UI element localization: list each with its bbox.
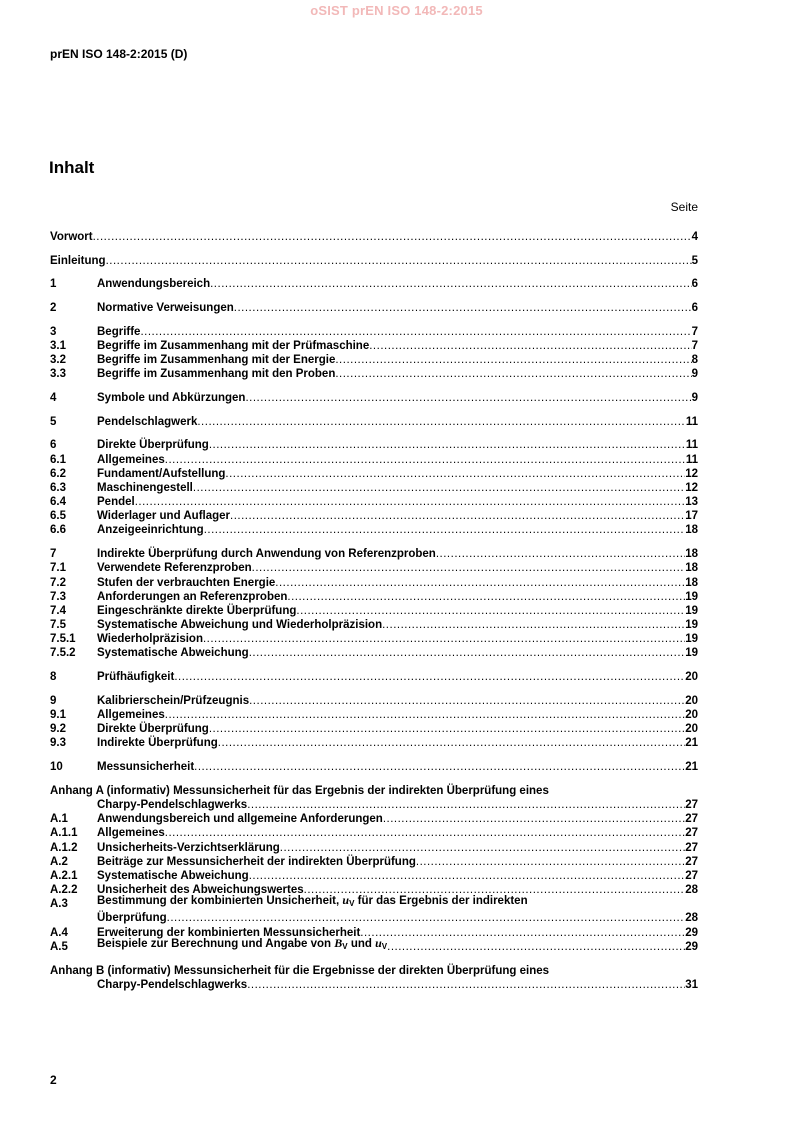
entry-page: 13 [685,496,698,509]
entry-page: 9 [691,368,698,381]
toc-entry[interactable] [50,760,698,774]
entry-title: Anwendungsbereich und allgemeine Anforderungen [97,813,383,826]
entry-page: 21 [685,761,698,774]
entry-title: Systematische Abweichung und Wiederholpräzision [97,619,383,632]
entry-page: 19 [685,647,698,660]
entry-title: Begriffe im Zusammenhang mit der Prüfmaschine [97,339,370,352]
entry-page: 8 [691,354,698,367]
toc-entry[interactable] [50,547,698,561]
entry-title: Beispiele zur Berechnung und Angabe von $B_V$ und $u_V$ [97,935,388,951]
toc-entry[interactable] [50,524,698,538]
leader-dots [369,339,691,353]
entry-page: 18 [685,562,698,575]
annex-a-line1: Anhang A (informativ) Messunsicherheit für das Ergebnis der indirekten Überprüfung eines [50,784,549,797]
leader-dots [383,812,685,826]
toc-entry[interactable] [50,254,698,268]
entry-number: 7.1 [50,562,66,575]
entry-page: 28 [685,884,698,897]
entry-title: Beiträge zur Messunsicherheit der indirekten Überprüfung [97,855,416,868]
entry-number: A.5 [50,940,68,953]
leader-dots [209,438,686,452]
entry-page: 19 [685,590,698,603]
entry-title: Kalibrierschein/Prüfzeugnis [97,694,250,707]
entry-number: 6.5 [50,510,66,523]
toc-annex-a-entries [50,812,698,897]
toc-annex-b-heading[interactable] [50,964,698,978]
leader-dots [249,646,686,660]
table-of-contents [50,230,698,992]
leader-dots [252,561,686,575]
entry-title: Vorwort [50,230,93,243]
entry-number: 3.1 [50,339,66,352]
entry-number: 7.3 [50,590,66,603]
leader-dots [225,467,685,481]
toc-entry[interactable] [50,339,698,353]
entry-title: Allgemeines [97,453,165,466]
leader-dots [234,301,692,315]
entry-number: 6.1 [50,453,66,466]
entry-title: Einleitung [50,254,106,267]
toc-entry[interactable] [50,301,698,315]
entry-number: 6.2 [50,467,66,480]
entry-title: Begriffe im Zusammenhang mit den Proben [97,368,336,381]
annex-b-line2: Charpy-Pendelschlagwerks [97,978,248,991]
page-column-label: Seite [670,200,698,214]
entry-title-cont: Überprüfung [97,912,167,925]
leader-dots [140,325,691,339]
toc-entry[interactable] [50,826,698,840]
leader-dots [382,618,685,632]
toc-entry-a5[interactable] [50,935,698,954]
leader-dots [247,978,685,992]
leader-dots [93,230,692,244]
entry-title: Eingeschränkte direkte Überprüfung [97,604,297,617]
entry-number: 7.5 [50,619,66,632]
leader-dots [210,277,691,291]
entry-page: 11 [685,415,698,428]
entry-number: A.2.2 [50,884,78,897]
toc-entry[interactable] [50,855,698,869]
toc-entry[interactable] [50,495,698,509]
entry-number: 7 [50,548,57,561]
entry-number: 7.4 [50,604,66,617]
entry-title: Bestimmung der kombinierten Unsicherheit, $u_V$ für das Ergebnis der indirekten [97,893,528,909]
toc-main-entries [50,230,698,774]
entry-number: 3 [50,325,57,338]
entry-title: Verwendete Referenzproben [97,562,252,575]
entry-page: 19 [685,633,698,646]
entry-title: Unsicherheit des Abweichungswertes [97,884,304,897]
entry-page: 7 [691,339,698,352]
entry-page: 17 [685,510,698,523]
leader-dots [247,798,685,812]
toc-entry-a3-cont[interactable] [50,912,698,926]
entry-number: A.3 [50,898,68,911]
entry-page: 12 [685,481,698,494]
leader-dots [174,670,685,684]
document-id: prEN ISO 148-2:2015 (D) [50,47,188,61]
toc-entry[interactable] [50,367,698,381]
entry-number: 9.1 [50,709,66,722]
leader-dots [287,590,685,604]
toc-entry[interactable] [50,647,698,661]
leader-dots [204,523,686,537]
entry-page: 28 [685,912,698,925]
watermark: oSIST prEN ISO 148-2:2015 [310,3,483,18]
entry-number: 3.2 [50,354,66,367]
entry-number: 6.4 [50,496,66,509]
entry-page: 11 [685,453,698,466]
entry-page: 27 [685,841,698,854]
entry-page: 20 [685,723,698,736]
annex-a-page: 27 [685,798,698,811]
entry-page: 19 [685,604,698,617]
toc-entry[interactable] [50,708,698,722]
entry-title: Anforderungen an Referenzproben [97,590,288,603]
leader-dots [165,826,685,840]
leader-dots [167,911,686,925]
toc-entry[interactable] [50,604,698,618]
entry-number: 7.5.2 [50,647,76,660]
entry-title: Begriffe [97,325,141,338]
toc-entry[interactable] [50,670,698,684]
entry-page: 27 [685,869,698,882]
leader-dots [335,367,691,381]
entry-title: Stufen der verbrauchten Energie [97,576,276,589]
entry-title: Widerlager und Auflager [97,510,231,523]
leader-dots [209,722,685,736]
toc-entry[interactable] [50,467,698,481]
toc-entry[interactable] [50,353,698,367]
toc-entry[interactable] [50,618,698,632]
entry-page: 20 [685,709,698,722]
entry-number: 9.3 [50,737,66,750]
toc-annex-b-cont[interactable] [50,978,698,992]
leader-dots [165,453,686,467]
annex-b-line1: Anhang B (informativ) Messunsicherheit für die Ergebnisse der direkten Überprüfung eines [50,964,550,977]
entry-number: A.1.2 [50,841,78,854]
entry-title: Systematische Abweichung [97,869,249,882]
toc-entry[interactable] [50,869,698,883]
leader-dots [218,736,685,750]
entry-page: 6 [691,302,698,315]
toc-entry[interactable] [50,325,698,339]
entry-page: 18 [685,548,698,561]
toc-entry[interactable] [50,509,698,523]
leader-dots [194,760,685,774]
entry-title: Allgemeines [97,827,165,840]
toc-entry[interactable] [50,736,698,750]
toc-entry[interactable] [50,812,698,826]
entry-page: 5 [691,254,698,267]
entry-page: 29 [685,926,698,939]
leader-dots [280,841,685,855]
entry-title: Unsicherheits-Verzichtserklärung [97,841,280,854]
leader-dots [193,481,685,495]
leader-dots [360,926,685,940]
entry-number: 7.5.1 [50,633,76,646]
entry-number: 6.3 [50,481,66,494]
toc-entry[interactable] [50,576,698,590]
entry-page: 9 [691,391,698,404]
entry-page: 27 [685,827,698,840]
leader-dots [245,391,691,405]
entry-title: Direkte Überprüfung [97,439,209,452]
toc-entry[interactable] [50,438,698,452]
leader-dots [249,694,685,708]
entry-number: 4 [50,391,57,404]
entry-number: 6.6 [50,524,66,537]
annex-a-line2: Charpy-Pendelschlagwerks [97,798,248,811]
toc-entry[interactable] [50,632,698,646]
leader-dots [135,495,685,509]
leader-dots [416,855,685,869]
entry-page: 20 [685,671,698,684]
entry-page: 27 [685,855,698,868]
leader-dots [165,708,685,722]
entry-title: Normative Verweisungen [97,302,234,315]
entry-page: 20 [685,694,698,707]
entry-title: Messunsicherheit [97,761,195,774]
leader-dots [296,604,685,618]
leader-dots [230,509,685,523]
annex-b-page: 31 [685,978,698,991]
toc-entry[interactable] [50,561,698,575]
entry-title: Systematische Abweichung [97,647,249,660]
leader-dots [203,632,685,646]
toc-annex-a-heading[interactable] [50,784,698,798]
entry-title: Fundament/Aufstellung [97,467,226,480]
entry-title: Pendel [97,496,135,509]
entry-title: Indirekte Überprüfung durch Anwendung von Referenzproben [97,548,436,561]
toc-entry[interactable] [50,841,698,855]
toc-annex-a-cont[interactable] [50,798,698,812]
entry-title: Wiederholpräzision [97,633,203,646]
entry-number: 9.2 [50,723,66,736]
toc-entry[interactable] [50,722,698,736]
page-number: 2 [50,1073,57,1087]
toc-entry[interactable] [50,694,698,708]
toc-entry[interactable] [50,481,698,495]
entry-number: A.2.1 [50,869,78,882]
entry-number: 6 [50,439,57,452]
toc-entry[interactable] [50,453,698,467]
entry-title: Symbole und Abkürzungen [97,391,246,404]
leader-dots [106,254,692,268]
entry-title: Anzeigeeinrichtung [97,524,204,537]
leader-dots [335,353,691,367]
entry-title: Maschinengestell [97,481,193,494]
leader-dots [436,547,685,561]
entry-number: 3.3 [50,368,66,381]
entry-number: A.1.1 [50,827,78,840]
entry-number: A.4 [50,926,68,939]
toc-entry[interactable] [50,590,698,604]
entry-page: 4 [691,230,698,243]
entry-page: 21 [685,737,698,750]
entry-title: Allgemeines [97,709,165,722]
toc-entry[interactable] [50,277,698,291]
entry-page: 12 [685,467,698,480]
entry-title: Erweiterung der kombinierten Messunsicherheit [97,926,361,939]
entry-number: 10 [50,761,63,774]
entry-page: 29 [685,940,698,953]
entry-page: 19 [685,619,698,632]
entry-title: Pendelschlagwerk [97,415,198,428]
entry-number: 1 [50,278,57,291]
leader-dots [249,869,686,883]
entry-page: 6 [691,278,698,291]
entry-number: A.2 [50,855,68,868]
leader-dots [197,415,685,429]
leader-dots [387,940,685,954]
leader-dots [275,576,685,590]
entry-number: 8 [50,671,57,684]
entry-title: Direkte Überprüfung [97,723,209,736]
entry-page: 7 [691,325,698,338]
toc-entry[interactable] [50,391,698,405]
entry-number: 2 [50,302,57,315]
entry-number: A.1 [50,813,68,826]
entry-page: 18 [685,576,698,589]
entry-number: 7.2 [50,576,66,589]
toc-entry[interactable] [50,415,698,429]
page-title: Inhalt [49,158,95,177]
toc-entry-a3[interactable] [50,893,698,911]
entry-page: 18 [685,524,698,537]
entry-title: Anwendungsbereich [97,278,211,291]
entry-title: Prüfhäufigkeit [97,671,175,684]
entry-number: 9 [50,694,57,707]
entry-title: Begriffe im Zusammenhang mit der Energie [97,354,336,367]
toc-entry[interactable] [50,230,698,244]
entry-number: 5 [50,415,57,428]
entry-page: 27 [685,813,698,826]
entry-title: Indirekte Überprüfung [97,737,218,750]
entry-page: 11 [685,439,698,452]
